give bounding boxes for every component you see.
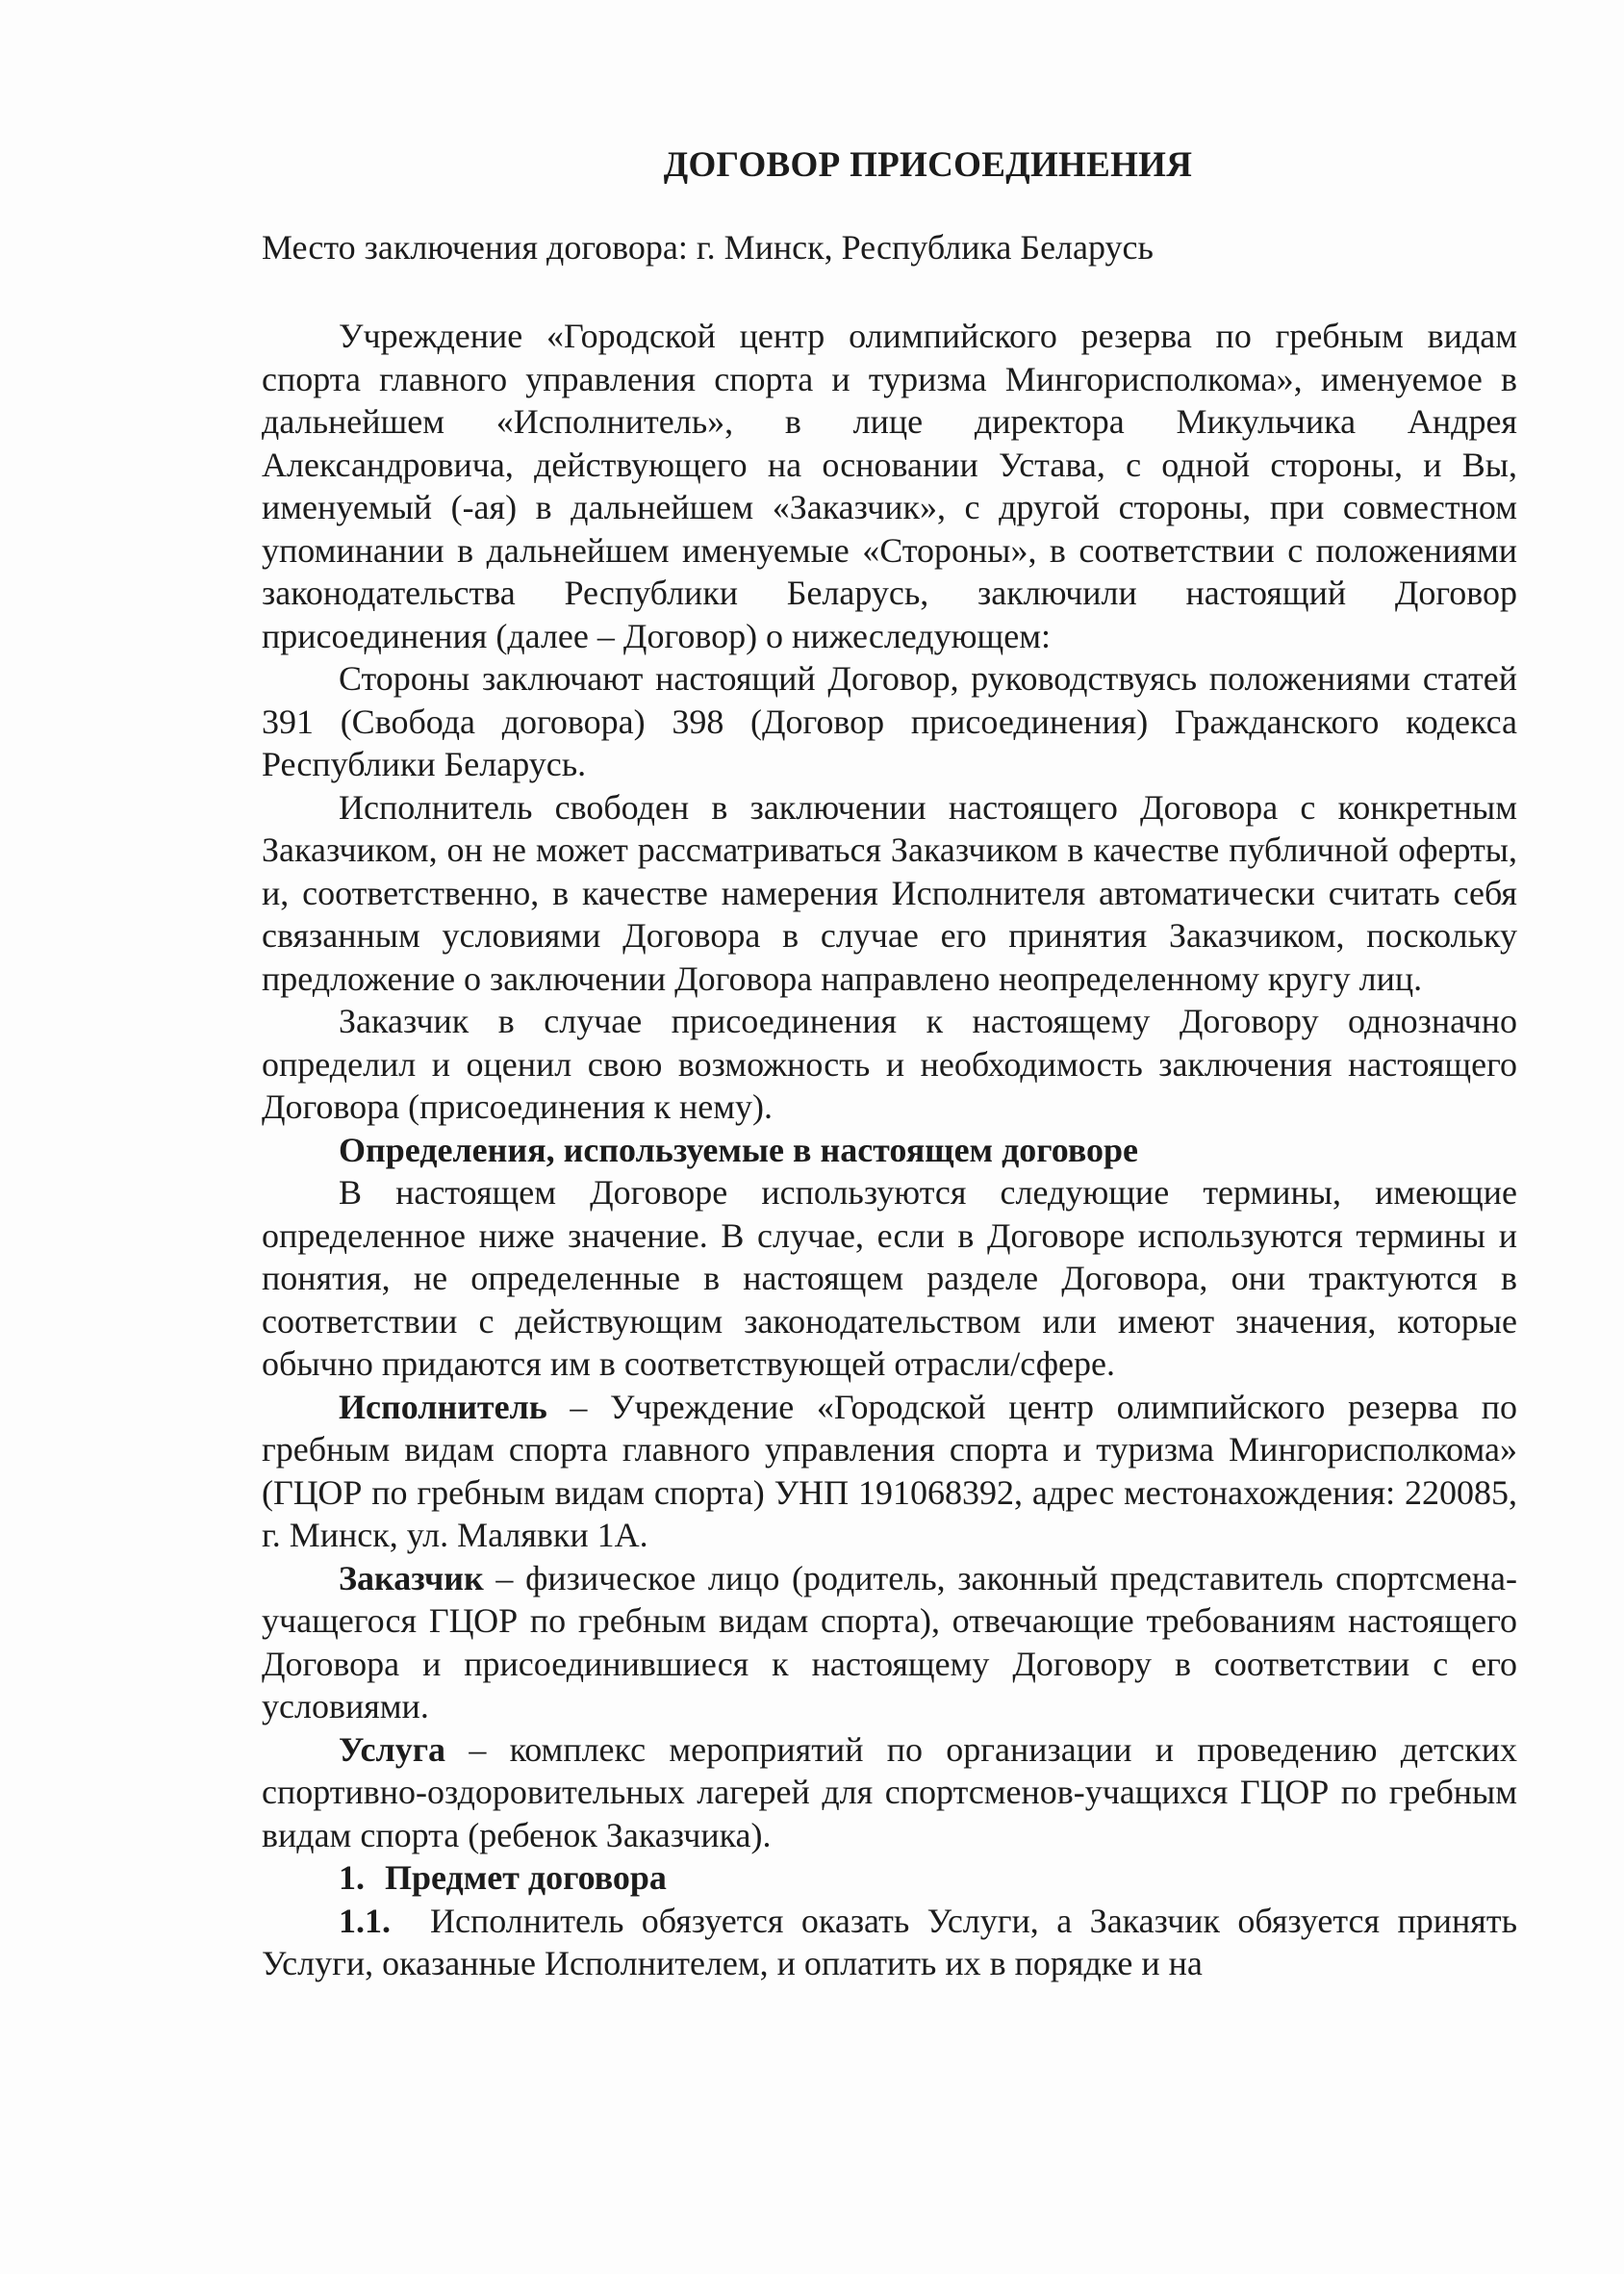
document-title: ДОГОВОР ПРИСОЕДИНЕНИЯ bbox=[663, 145, 1193, 185]
clause-1-1-number: 1.1. bbox=[339, 1901, 391, 1940]
section-1-heading bbox=[262, 1856, 1517, 1900]
definition-term-customer: Заказчик bbox=[339, 1558, 484, 1597]
definition-text-service: – комплекс мероприятий по организации и проведению детских спортивно-оздоровительных лагерей для спортсменов-учащихся ГЦОР по гребным видам спорта (ребенок Заказчика). bbox=[262, 1729, 1517, 1854]
definition-term-service: Услуга bbox=[339, 1729, 446, 1769]
clause-1-1-text: Исполнитель обязуется оказать Услуги, а Заказчик обязуется принять Услуги, оказанные Исполнителем, и оплатить их в порядке и на bbox=[262, 1901, 1517, 1982]
definitions-heading: Определения, используемые в настоящем договоре bbox=[339, 1130, 1139, 1169]
section-1-number: 1. bbox=[339, 1858, 365, 1897]
definition-text-customer: – физическое лицо (родитель, законный представитель спортсмена-учащегося ГЦОР по гребным видам спорта), отвечающие требованиям настоящего Договора и присоединившиеся к настоящему Договору в соответствии с его условиями. bbox=[262, 1558, 1517, 1725]
definition-executor bbox=[262, 1386, 1517, 1557]
definition-term-executor: Исполнитель bbox=[339, 1387, 547, 1426]
clause-1-1 bbox=[262, 1900, 1517, 1985]
contract-place: Место заключения договора: г. Минск, Республика Беларусь bbox=[262, 227, 1154, 267]
definition-text-executor: – Учреждение «Городской центр олимпийского резерва по гребным видам спорта главного управления спорта и туризма Мингорисполкома» (ГЦОР по гребным видам спорта) УНП 191068392, адрес местонахождения: 220085, г. Минск, ул. Малявки 1А. bbox=[262, 1387, 1517, 1554]
definition-service bbox=[262, 1728, 1517, 1857]
definition-customer bbox=[262, 1557, 1517, 1728]
paragraph-terms-intro: В настоящем Договоре используются следующие термины, имеющие определенное ниже значение. В случае, если в Договоре используются термины и понятия, не определенные в настоящем разделе Договора, они трактуются в соответствии с действующим законодательством или имеют значения, которые обычно придаются им в соответствующей отрасли/сфере. bbox=[262, 1173, 1517, 1383]
paragraph-executor-freedom: Исполнитель свободен в заключении настоящего Договора с конкретным Заказчиком, он не может рассматриваться Заказчиком в качестве публичной оферты, и, соответственно, в качестве намерения Исполнителя автоматически считать себя связанным условиями Договора в случае его принятия Заказчиком, поскольку предложение о заключении Договора направлено неопределенному кругу лиц. bbox=[262, 787, 1517, 998]
paragraph-legal-basis: Стороны заключают настоящий Договор, руководствуясь положениями статей 391 (Свобода договора) 398 (Договор присоединения) Гражданского кодекса Республики Беларусь. bbox=[262, 659, 1517, 783]
section-1-title: Предмет договора bbox=[385, 1858, 667, 1897]
document-content bbox=[262, 144, 1517, 1985]
intro-paragraph: Учреждение «Городской центр олимпийского резерва по гребным видам спорта главного управления спорта и туризма Мингорисполкома», именуемое в дальнейшем «Исполнитель», в лице директора Микульчика Андрея Александровича, действующего на основании Устава, с одной стороны, и Вы, именуемый (-ая) в дальнейшем «Заказчик», с другой стороны, при совместном упоминании в дальнейшем именуемые «Стороны», в соответствии с положениями законодательства Республики Беларусь, заключили настоящий Договор присоединения (далее – Договор) о нижеследующем: bbox=[262, 317, 1517, 655]
paragraph-customer-consent: Заказчик в случае присоединения к настоящему Договору однозначно определил и оценил свою возможность и необходимость заключения настоящего Договора (присоединения к нему). bbox=[262, 1002, 1517, 1126]
